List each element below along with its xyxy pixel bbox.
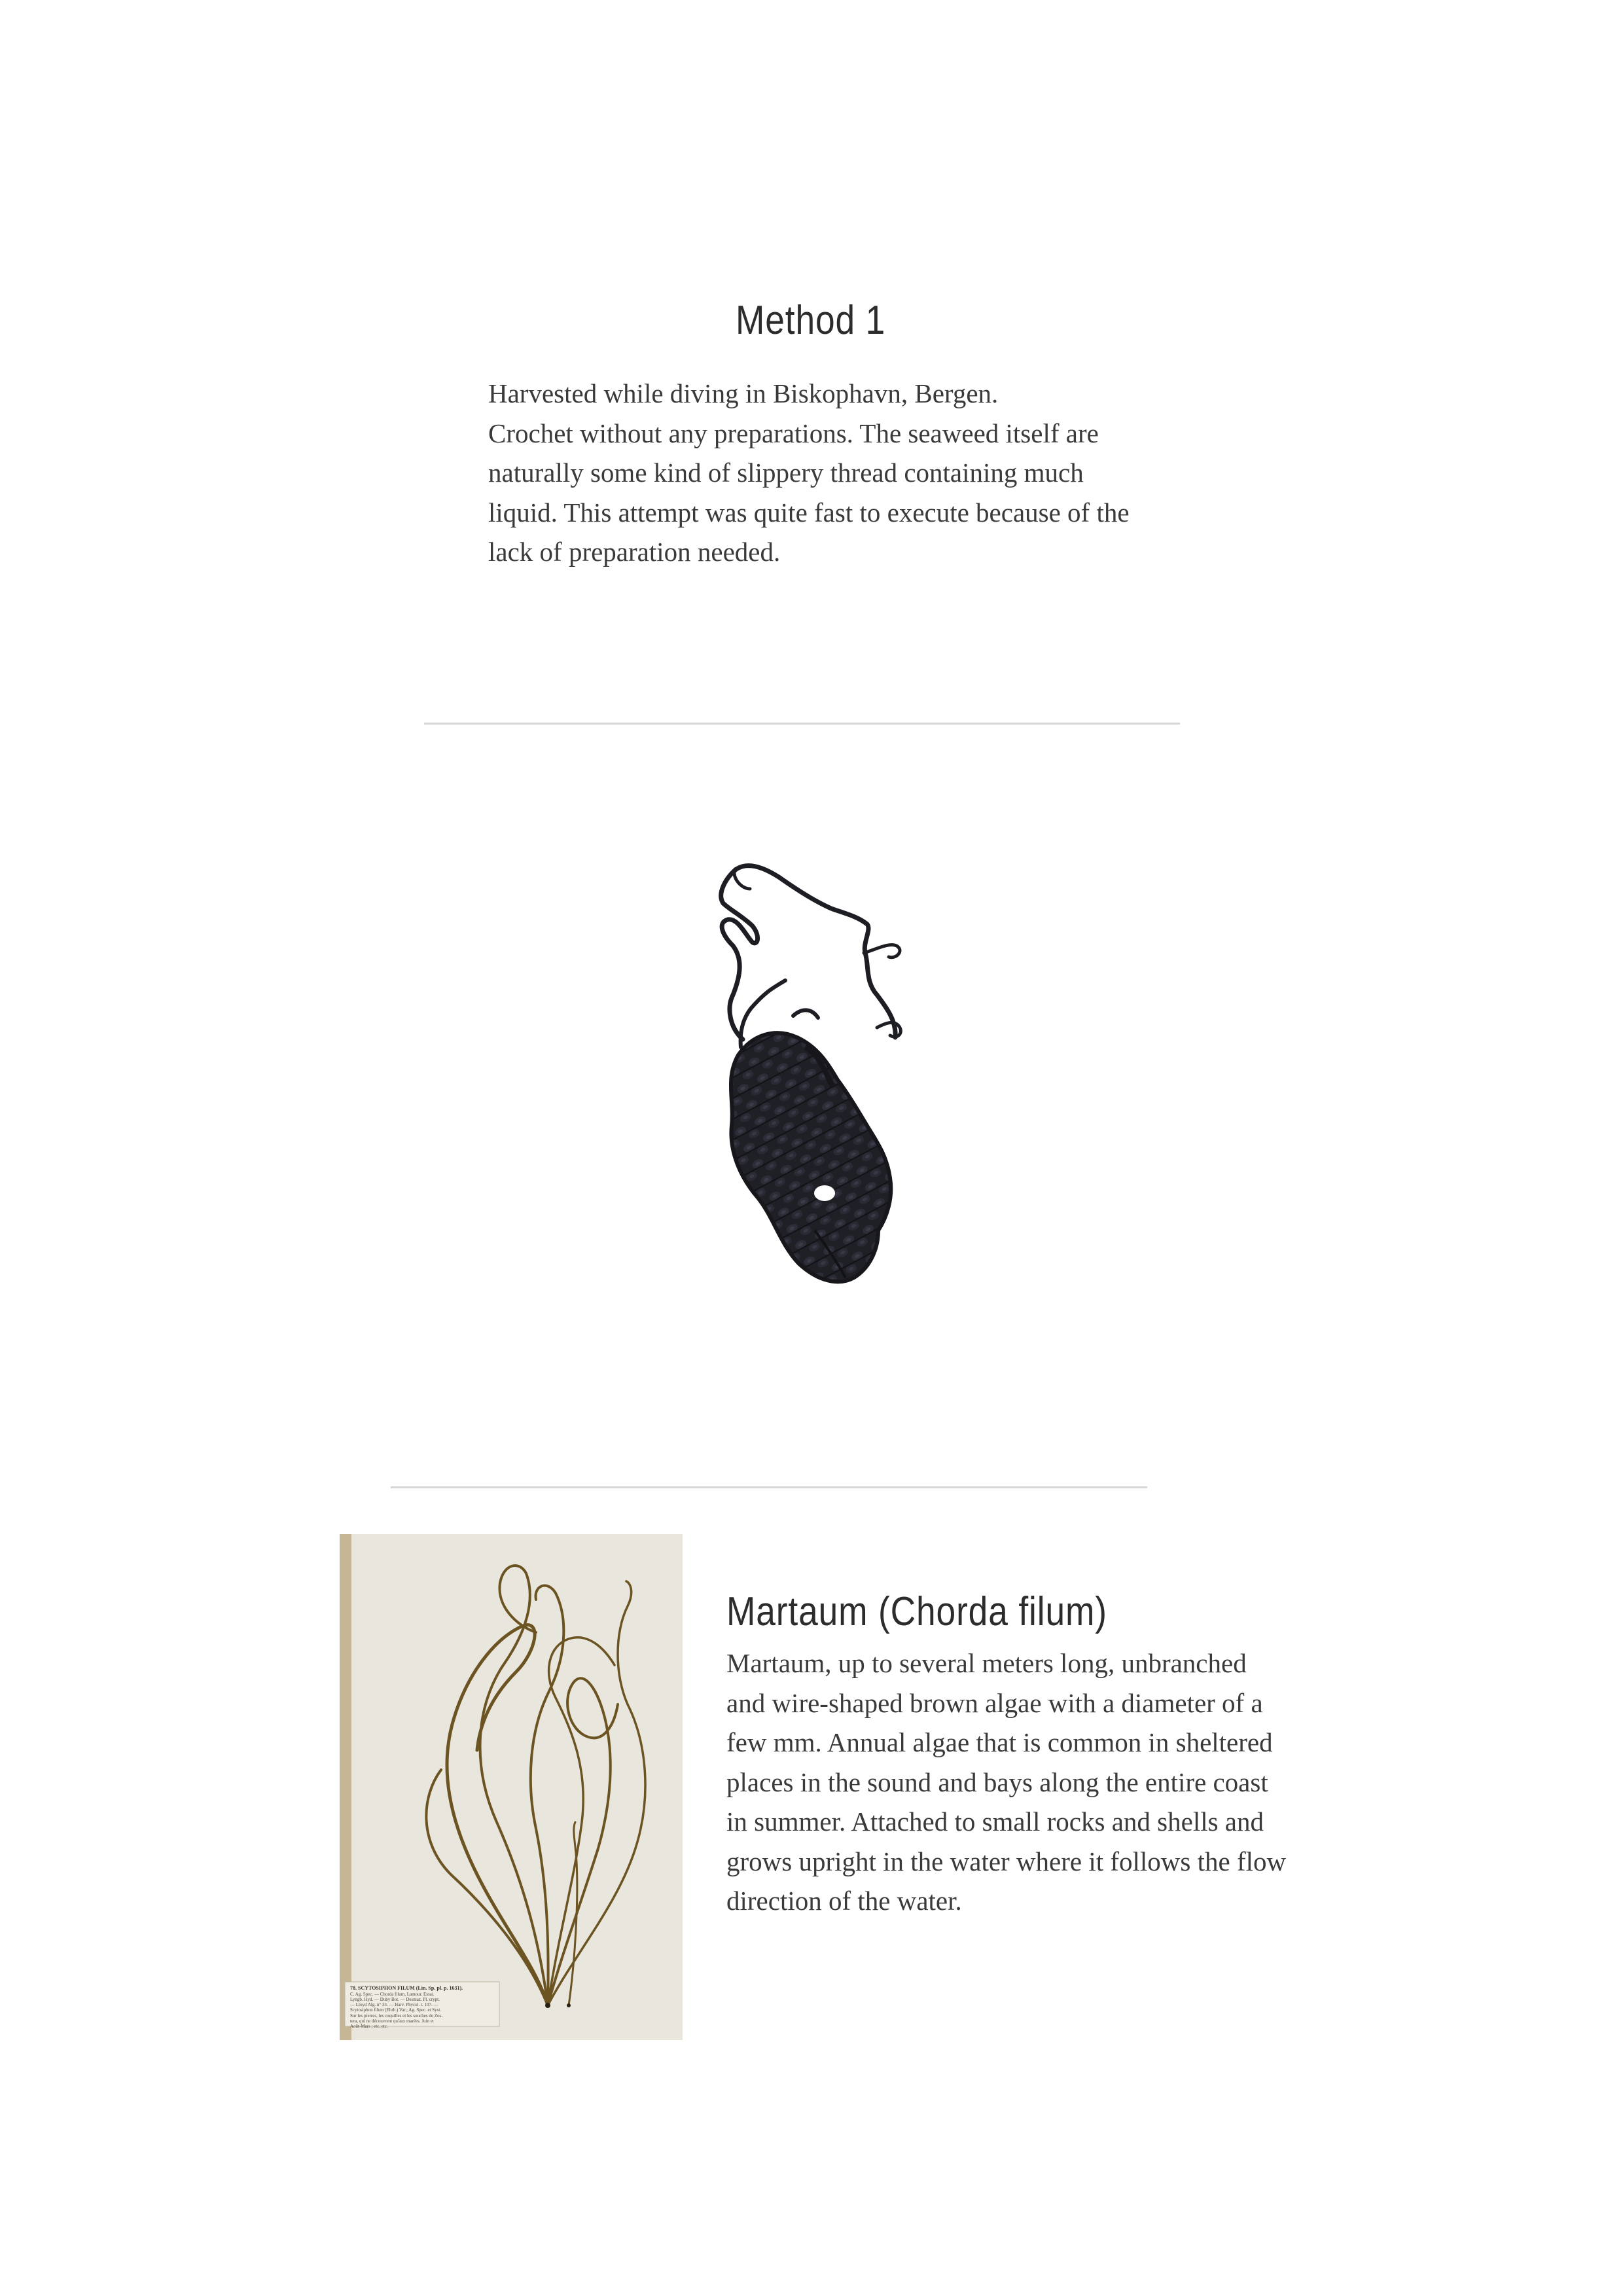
method-line: liquid. This attempt was quite fast to execute because of the <box>488 497 1130 528</box>
method-title: Method 1 <box>736 297 886 343</box>
crochet-seaweed-photo <box>589 812 988 1374</box>
herbarium-specimen-image <box>340 1534 683 2040</box>
label-line: C. Ag. Spec. — Chorda filum, Lamour. Essai. <box>350 1992 435 1997</box>
method-line: naturally some kind of slippery thread containing much <box>488 457 1084 488</box>
label-line: 78. SCYTOSIPHON FILUM (Lin. Sp. pl. p. 1631). <box>350 1985 463 1991</box>
species-line: and wire-shaped brown algae with a diameter of a <box>726 1687 1263 1718</box>
label-line: Lyngb. Hyd. — Duby Bot. — Desmaz. Pl. crypt. <box>350 1997 440 2002</box>
species-title: Martaum (Chorda filum) <box>726 1589 1107 1635</box>
method-description <box>488 374 1130 572</box>
species-description <box>726 1643 1286 1921</box>
label-line: tera, qui ne découvrent qu'aux marées. Juin et <box>350 2018 434 2024</box>
species-line: direction of the water. <box>726 1886 962 1916</box>
species-line: few mm. Annual algae that is common in sheltered <box>726 1727 1273 1757</box>
species-line: Martaum, up to several meters long, unbranched <box>726 1648 1247 1678</box>
method-line: Crochet without any preparations. The seaweed itself are <box>488 418 1099 448</box>
label-line: Sur les pierres, les coquilles et les souches de Zos- <box>350 2013 443 2018</box>
method-line: Harvested while diving in Biskophavn, Bergen. <box>488 378 999 408</box>
label-line: Août-Mars ; etc. etc. <box>350 2024 388 2029</box>
species-line: in summer. Attached to small rocks and shells and <box>726 1806 1264 1837</box>
species-line: grows upright in the water where it follows the flow <box>726 1846 1287 1876</box>
method-line: lack of preparation needed. <box>488 537 781 567</box>
label-line: Scytosiphon filum (Ehrh.) Var.; Ag. Spec. et Syst. <box>350 2007 442 2013</box>
species-line: places in the sound and bays along the entire coast <box>726 1767 1268 1797</box>
label-line: — Lloyd Alg. n° 33. — Harv. Phycol. t. 107. — <box>350 2002 438 2007</box>
divider-top <box>424 723 1180 725</box>
divider-bottom <box>391 1486 1147 1488</box>
